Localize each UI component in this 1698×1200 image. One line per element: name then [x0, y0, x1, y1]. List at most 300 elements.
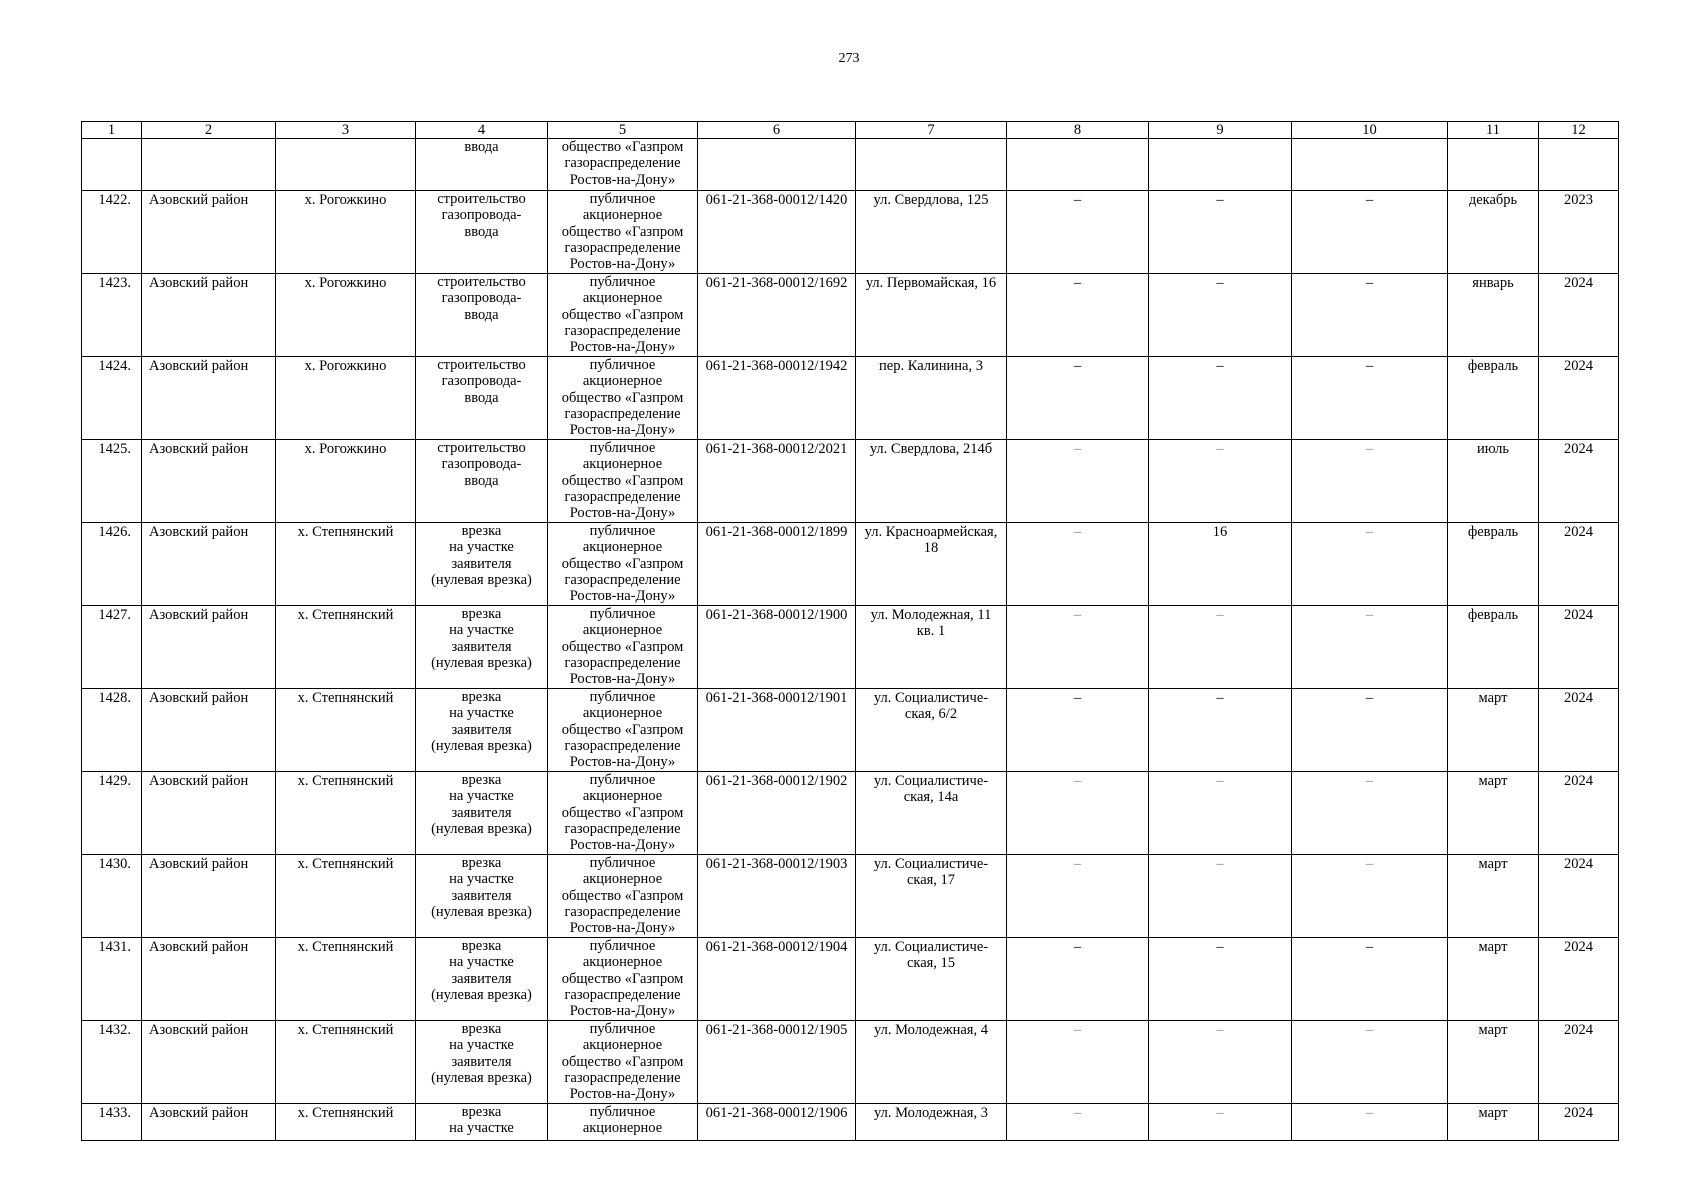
- cell-line: (нулевая врезка): [431, 1069, 532, 1086]
- cell-line: ввода: [464, 306, 499, 323]
- cell-col8: –: [1007, 855, 1149, 938]
- cell-locality: х. Рогожкино: [276, 440, 416, 523]
- cell-line: врезка: [461, 938, 502, 954]
- cell-organization: [548, 1104, 698, 1141]
- table-row: [82, 1021, 1619, 1104]
- cell-line: публичное: [589, 440, 656, 456]
- cell-line: акционерное: [582, 705, 663, 722]
- cell-month: март: [1448, 1021, 1539, 1104]
- cell-col10: –: [1292, 689, 1448, 772]
- cell-col9: 16: [1149, 523, 1292, 606]
- cell-line: врезка: [461, 855, 502, 871]
- cell-col9: –: [1149, 855, 1292, 938]
- cell-line: акционерное: [582, 1037, 663, 1054]
- cell-locality: х. Степнянский: [276, 1021, 416, 1104]
- cell-line: ул. Молодежная, 11: [870, 607, 992, 623]
- cell-line: газораспределение: [564, 820, 681, 837]
- cell-line: Ростов-на-Дону»: [569, 671, 676, 688]
- cell-line: акционерное: [582, 456, 663, 473]
- cell-line: заявителя: [451, 1053, 512, 1070]
- cell-district: Азовский район: [142, 772, 276, 855]
- cell-line: заявителя: [451, 555, 512, 572]
- column-number: 9: [1149, 122, 1292, 139]
- cell-month: март: [1448, 938, 1539, 1021]
- column-number: 5: [548, 122, 698, 139]
- cell-organization: [548, 523, 698, 606]
- cell-month: март: [1448, 1104, 1539, 1141]
- cell-work: [416, 191, 548, 274]
- cell-year: 2024: [1539, 772, 1619, 855]
- cell-col10: –: [1292, 855, 1448, 938]
- cell-line: врезка: [461, 772, 502, 788]
- cell-col10: –: [1292, 523, 1448, 606]
- cell-line: акционерное: [582, 207, 663, 224]
- cell-number: 1433.: [82, 1104, 142, 1141]
- cell-address: [856, 523, 1007, 606]
- cell-district: Азовский район: [142, 357, 276, 440]
- cell-line: Ростов-на-Дону»: [569, 1086, 676, 1103]
- cell-line: Ростов-на-Дону»: [569, 837, 676, 854]
- cell-line: Ростов-на-Дону»: [569, 1003, 676, 1020]
- cell-number: 1426.: [82, 523, 142, 606]
- cell-locality: х. Рогожкино: [276, 357, 416, 440]
- cell-line: публичное: [589, 523, 656, 539]
- cell-year: 2024: [1539, 606, 1619, 689]
- cell-col10: –: [1292, 1104, 1448, 1141]
- cell-number: 1432.: [82, 1021, 142, 1104]
- cell-work: [416, 523, 548, 606]
- cell-line: газораспределение: [564, 1069, 681, 1086]
- table-row: [82, 523, 1619, 606]
- cell-code: 061-21-368-00012/1420: [698, 191, 856, 274]
- cell-col8: –: [1007, 191, 1149, 274]
- cell-col10: –: [1292, 357, 1448, 440]
- cell-line: кв. 1: [916, 623, 946, 640]
- cell-year: 2024: [1539, 274, 1619, 357]
- cell-work: [416, 274, 548, 357]
- cell-line: (нулевая врезка): [431, 903, 532, 920]
- cell-address: [856, 938, 1007, 1021]
- table-row: [82, 1104, 1619, 1141]
- cell-line: врезка: [461, 689, 502, 705]
- column-number: 8: [1007, 122, 1149, 139]
- cell-locality: х. Степнянский: [276, 938, 416, 1021]
- cell-year: 2024: [1539, 1021, 1619, 1104]
- cell-line: газораспределение: [564, 239, 681, 256]
- cell-code: [698, 139, 856, 191]
- cell-work: [416, 357, 548, 440]
- cell-number: 1429.: [82, 772, 142, 855]
- cell-year: 2024: [1539, 1104, 1619, 1141]
- cell-line: ввода: [464, 472, 499, 489]
- cell-code: 061-21-368-00012/1904: [698, 938, 856, 1021]
- cell-number: 1423.: [82, 274, 142, 357]
- cell-line: заявителя: [451, 721, 512, 738]
- cell-organization: [548, 772, 698, 855]
- cell-address: [856, 139, 1007, 191]
- cell-line: общество «Газпром: [561, 472, 684, 489]
- cell-year: 2024: [1539, 523, 1619, 606]
- cell-organization: [548, 357, 698, 440]
- cell-line: публичное: [589, 855, 656, 871]
- cell-number: 1431.: [82, 938, 142, 1021]
- cell-line: ул. Социалистиче-: [873, 856, 989, 872]
- cell-organization: [548, 274, 698, 357]
- cell-line: Ростов-на-Дону»: [569, 588, 676, 605]
- cell-col9: –: [1149, 606, 1292, 689]
- cell-district: [142, 139, 276, 191]
- table-row: [82, 440, 1619, 523]
- cell-organization: [548, 139, 698, 191]
- cell-line: ул. Свердлова, 214б: [869, 441, 993, 457]
- cell-district: Азовский район: [142, 1021, 276, 1104]
- cell-line: общество «Газпром: [561, 389, 684, 406]
- cell-col9: –: [1149, 689, 1292, 772]
- cell-line: газораспределение: [564, 737, 681, 754]
- cell-line: (нулевая врезка): [431, 654, 532, 671]
- cell-number: 1428.: [82, 689, 142, 772]
- cell-line: газопровода-: [441, 373, 522, 390]
- column-number: 11: [1448, 122, 1539, 139]
- cell-district: Азовский район: [142, 689, 276, 772]
- table-row: [82, 689, 1619, 772]
- cell-col9: –: [1149, 772, 1292, 855]
- cell-line: (нулевая врезка): [431, 571, 532, 588]
- cell-col10: –: [1292, 938, 1448, 1021]
- cell-line: общество «Газпром: [561, 887, 684, 904]
- cell-district: Азовский район: [142, 191, 276, 274]
- cell-line: (нулевая врезка): [431, 820, 532, 837]
- cell-year: 2023: [1539, 191, 1619, 274]
- cell-locality: х. Рогожкино: [276, 191, 416, 274]
- cell-line: акционерное: [582, 871, 663, 888]
- cell-col10: –: [1292, 440, 1448, 523]
- table-row: [82, 855, 1619, 938]
- cell-year: 2024: [1539, 938, 1619, 1021]
- cell-line: на участке: [449, 871, 514, 888]
- table-row: [82, 606, 1619, 689]
- cell-line: заявителя: [451, 638, 512, 655]
- cell-line: публичное: [589, 357, 656, 373]
- table-row: [82, 357, 1619, 440]
- cell-line: ская, 15: [906, 955, 956, 972]
- cell-line: общество «Газпром: [561, 555, 684, 572]
- cell-line: на участке: [449, 622, 514, 639]
- cell-district: Азовский район: [142, 606, 276, 689]
- cell-district: Азовский район: [142, 523, 276, 606]
- cell-line: публичное: [589, 938, 656, 954]
- cell-line: акционерное: [582, 539, 663, 556]
- cell-code: 061-21-368-00012/1692: [698, 274, 856, 357]
- cell-number: [82, 139, 142, 191]
- cell-line: общество «Газпром: [561, 139, 684, 155]
- cell-line: ская, 14а: [903, 789, 959, 806]
- cell-line: Ростов-на-Дону»: [569, 339, 676, 356]
- cell-code: 061-21-368-00012/1899: [698, 523, 856, 606]
- cell-line: на участке: [449, 1037, 514, 1054]
- cell-organization: [548, 440, 698, 523]
- column-number: 2: [142, 122, 276, 139]
- cell-col8: –: [1007, 772, 1149, 855]
- cell-month: февраль: [1448, 523, 1539, 606]
- cell-line: публичное: [589, 191, 656, 207]
- cell-line: газораспределение: [564, 571, 681, 588]
- cell-organization: [548, 855, 698, 938]
- continuation-row: [82, 139, 1619, 191]
- cell-line: 18: [923, 540, 939, 557]
- cell-line: общество «Газпром: [561, 804, 684, 821]
- cell-line: ввода: [464, 139, 499, 155]
- cell-line: общество «Газпром: [561, 306, 684, 323]
- cell-organization: [548, 606, 698, 689]
- cell-locality: х. Степнянский: [276, 855, 416, 938]
- cell-line: публичное: [589, 1104, 656, 1120]
- cell-number: 1427.: [82, 606, 142, 689]
- cell-address: [856, 191, 1007, 274]
- cell-line: на участке: [449, 954, 514, 971]
- cell-year: 2024: [1539, 440, 1619, 523]
- cell-line: (нулевая врезка): [431, 986, 532, 1003]
- cell-line: ул. Социалистиче-: [873, 690, 989, 706]
- cell-line: газораспределение: [564, 654, 681, 671]
- cell-year: 2024: [1539, 689, 1619, 772]
- cell-number: 1422.: [82, 191, 142, 274]
- cell-locality: х. Степнянский: [276, 1104, 416, 1141]
- cell-line: строительство: [437, 440, 526, 456]
- cell-address: [856, 440, 1007, 523]
- cell-line: общество «Газпром: [561, 721, 684, 738]
- cell-month: январь: [1448, 274, 1539, 357]
- cell-line: акционерное: [582, 954, 663, 971]
- cell-line: Ростов-на-Дону»: [569, 256, 676, 273]
- cell-line: общество «Газпром: [561, 223, 684, 240]
- cell-col8: –: [1007, 523, 1149, 606]
- cell-work: [416, 606, 548, 689]
- cell-line: ул. Красноармейская,: [864, 524, 998, 540]
- cell-line: акционерное: [582, 373, 663, 390]
- cell-code: 061-21-368-00012/2021: [698, 440, 856, 523]
- cell-line: акционерное: [582, 290, 663, 307]
- cell-line: врезка: [461, 606, 502, 622]
- table-row: [82, 772, 1619, 855]
- cell-col8: –: [1007, 274, 1149, 357]
- cell-line: публичное: [589, 689, 656, 705]
- column-number-row: [82, 122, 1619, 139]
- cell-col10: –: [1292, 274, 1448, 357]
- column-number: 3: [276, 122, 416, 139]
- cell-line: Ростов-на-Дону»: [569, 422, 676, 439]
- cell-code: 061-21-368-00012/1905: [698, 1021, 856, 1104]
- cell-organization: [548, 191, 698, 274]
- cell-col10: –: [1292, 1021, 1448, 1104]
- cell-line: пер. Калинина, 3: [879, 358, 983, 374]
- cell-col8: –: [1007, 1104, 1149, 1141]
- cell-locality: х. Рогожкино: [276, 274, 416, 357]
- cell-col9: –: [1149, 274, 1292, 357]
- cell-line: Ростов-на-Дону»: [569, 171, 676, 188]
- cell-col9: –: [1149, 1021, 1292, 1104]
- cell-line: публичное: [589, 1021, 656, 1037]
- cell-code: 061-21-368-00012/1942: [698, 357, 856, 440]
- column-number: 10: [1292, 122, 1448, 139]
- column-number: 4: [416, 122, 548, 139]
- table-body: [82, 122, 1619, 1141]
- cell-col9: [1149, 139, 1292, 191]
- cell-line: на участке: [449, 788, 514, 805]
- cell-work: [416, 772, 548, 855]
- cell-col8: –: [1007, 357, 1149, 440]
- cell-month: июль: [1448, 440, 1539, 523]
- cell-line: публичное: [589, 606, 656, 622]
- cell-line: врезка: [461, 523, 502, 539]
- cell-line: акционерное: [582, 1120, 663, 1137]
- cell-number: 1430.: [82, 855, 142, 938]
- table-row: [82, 191, 1619, 274]
- cell-line: ввода: [464, 223, 499, 240]
- cell-work: [416, 855, 548, 938]
- cell-col8: –: [1007, 1021, 1149, 1104]
- cell-line: строительство: [437, 357, 526, 373]
- cell-address: [856, 357, 1007, 440]
- cell-line: публичное: [589, 772, 656, 788]
- cell-district: Азовский район: [142, 855, 276, 938]
- cell-address: [856, 689, 1007, 772]
- cell-line: врезка: [461, 1021, 502, 1037]
- table-row: [82, 274, 1619, 357]
- cell-line: ская, 6/2: [904, 706, 958, 723]
- cell-line: газораспределение: [564, 405, 681, 422]
- cell-month: март: [1448, 855, 1539, 938]
- cell-month: [1448, 139, 1539, 191]
- cell-line: ул. Молодежная, 3: [874, 1105, 988, 1121]
- cell-line: газораспределение: [564, 986, 681, 1003]
- cell-year: 2024: [1539, 855, 1619, 938]
- cell-work: [416, 938, 548, 1021]
- cell-month: февраль: [1448, 606, 1539, 689]
- cell-organization: [548, 938, 698, 1021]
- cell-work: [416, 440, 548, 523]
- cell-month: февраль: [1448, 357, 1539, 440]
- cell-work: [416, 139, 548, 191]
- cell-line: акционерное: [582, 622, 663, 639]
- cell-line: ул. Молодежная, 4: [874, 1022, 988, 1038]
- cell-year: [1539, 139, 1619, 191]
- cell-line: врезка: [461, 1104, 502, 1120]
- cell-address: [856, 1021, 1007, 1104]
- cell-district: Азовский район: [142, 1104, 276, 1141]
- cell-line: заявителя: [451, 804, 512, 821]
- cell-col10: –: [1292, 191, 1448, 274]
- cell-line: ул. Свердлова, 125: [873, 192, 989, 208]
- column-number: 7: [856, 122, 1007, 139]
- cell-col9: –: [1149, 440, 1292, 523]
- cell-address: [856, 772, 1007, 855]
- cell-code: 061-21-368-00012/1903: [698, 855, 856, 938]
- cell-locality: [276, 139, 416, 191]
- cell-work: [416, 1021, 548, 1104]
- cell-line: на участке: [449, 705, 514, 722]
- cell-col10: –: [1292, 606, 1448, 689]
- page-number: 273: [838, 51, 860, 66]
- cell-line: заявителя: [451, 970, 512, 987]
- cell-month: март: [1448, 772, 1539, 855]
- cell-line: ская, 17: [906, 872, 956, 889]
- cell-organization: [548, 689, 698, 772]
- cell-line: газораспределение: [564, 322, 681, 339]
- cell-line: (нулевая врезка): [431, 737, 532, 754]
- cell-month: декабрь: [1448, 191, 1539, 274]
- cell-line: ул. Социалистиче-: [873, 773, 989, 789]
- cell-number: 1424.: [82, 357, 142, 440]
- cell-line: Ростов-на-Дону»: [569, 920, 676, 937]
- cell-line: ул. Социалистиче-: [873, 939, 989, 955]
- cell-col8: –: [1007, 938, 1149, 1021]
- column-number: 1: [82, 122, 142, 139]
- cell-district: Азовский район: [142, 274, 276, 357]
- cell-locality: х. Степнянский: [276, 689, 416, 772]
- cell-col8: –: [1007, 440, 1149, 523]
- cell-district: Азовский район: [142, 440, 276, 523]
- cell-col9: –: [1149, 191, 1292, 274]
- cell-col9: –: [1149, 938, 1292, 1021]
- cell-col10: [1292, 139, 1448, 191]
- cell-col8: –: [1007, 606, 1149, 689]
- cell-code: 061-21-368-00012/1906: [698, 1104, 856, 1141]
- cell-col9: –: [1149, 357, 1292, 440]
- cell-line: строительство: [437, 191, 526, 207]
- cell-line: газораспределение: [564, 903, 681, 920]
- cell-line: газопровода-: [441, 290, 522, 307]
- cell-col10: –: [1292, 772, 1448, 855]
- cell-line: общество «Газпром: [561, 1053, 684, 1070]
- cell-address: [856, 274, 1007, 357]
- cell-code: 061-21-368-00012/1902: [698, 772, 856, 855]
- cell-col9: –: [1149, 1104, 1292, 1141]
- cell-line: общество «Газпром: [561, 638, 684, 655]
- cell-month: март: [1448, 689, 1539, 772]
- data-table: [81, 121, 1619, 1141]
- cell-work: [416, 1104, 548, 1141]
- cell-line: Ростов-на-Дону»: [569, 505, 676, 522]
- table-row: [82, 938, 1619, 1021]
- cell-line: публичное: [589, 274, 656, 290]
- cell-line: ввода: [464, 389, 499, 406]
- cell-district: Азовский район: [142, 938, 276, 1021]
- cell-line: на участке: [449, 1120, 514, 1137]
- cell-locality: х. Степнянский: [276, 772, 416, 855]
- cell-line: ул. Первомайская, 16: [865, 275, 997, 291]
- cell-code: 061-21-368-00012/1900: [698, 606, 856, 689]
- column-number: 6: [698, 122, 856, 139]
- cell-address: [856, 606, 1007, 689]
- cell-work: [416, 689, 548, 772]
- cell-line: акционерное: [582, 788, 663, 805]
- cell-code: 061-21-368-00012/1901: [698, 689, 856, 772]
- cell-col8: –: [1007, 689, 1149, 772]
- cell-organization: [548, 1021, 698, 1104]
- cell-line: общество «Газпром: [561, 970, 684, 987]
- cell-line: газораспределение: [564, 488, 681, 505]
- cell-year: 2024: [1539, 357, 1619, 440]
- cell-address: [856, 855, 1007, 938]
- cell-line: на участке: [449, 539, 514, 556]
- cell-line: газопровода-: [441, 207, 522, 224]
- cell-locality: х. Степнянский: [276, 606, 416, 689]
- cell-line: заявителя: [451, 887, 512, 904]
- cell-line: Ростов-на-Дону»: [569, 754, 676, 771]
- cell-line: газопровода-: [441, 456, 522, 473]
- column-number: 12: [1539, 122, 1619, 139]
